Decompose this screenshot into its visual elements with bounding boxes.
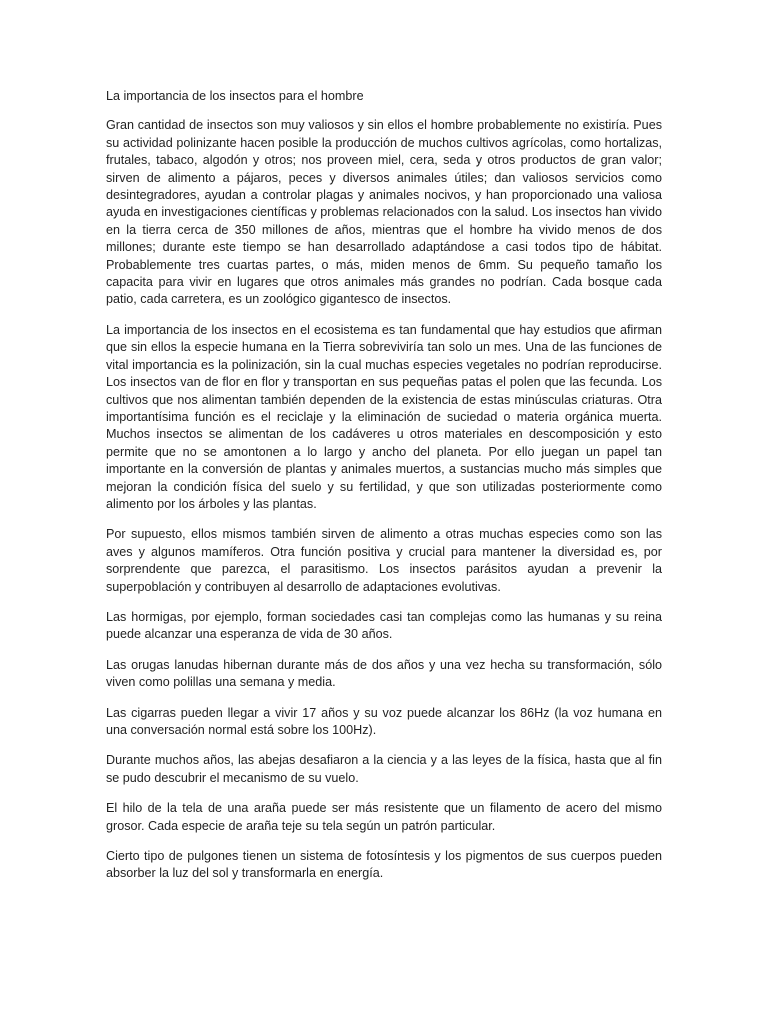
document-page bbox=[106, 88, 662, 896]
paragraph: Por supuesto, ellos mismos también sirven de alimento a otras muchas especies como son las aves y algunos mamíferos. Otra función positiva y crucial para mantener la diversidad es, por sorprendente que parezca, el parasitismo. Los insectos parásitos ayudan a prevenir la superpoblación y contribuyen al desarrollo de adaptaciones evolutivas. bbox=[106, 527, 662, 594]
paragraph: Gran cantidad de insectos son muy valiosos y sin ellos el hombre probablemente no existiría. Pues su actividad polinizante hacen posible la producción de muchos cultivos agrícolas, como hortalizas, frutales, tabaco, algodón y otros; nos proveen miel, cera, seda y otros productos de gran valor; sirven de alimento a pájaros, peces y diversos animales útiles; dan valiosos servicios como desintegradores, ayudan a controlar plagas y animales nocivos, y han proporcionado una valiosa ayuda en investigaciones científicas y problemas relacionados con la salud. Los insectos han vivido en la tierra cerca de 350 millones de años, mientras que el hombre ha vivido menos de dos millones; durante este tiempo se han desarrollado adaptándose a casi todos tipo de hábitat. Probablemente tres cuartas partes, o más, miden menos de 6mm. Su pequeño tamaño los capacita para vivir en lugares que otros animales más grandes no podrían. Cada bosque cada patio, cada carretera, es un zoológico gigantesco de insectos. bbox=[106, 118, 662, 307]
paragraph: Las hormigas, por ejemplo, forman sociedades casi tan complejas como las humanas y su reina puede alcanzar una esperanza de vida de 30 años. bbox=[106, 609, 662, 642]
paragraph: La importancia de los insectos en el ecosistema es tan fundamental que hay estudios que afirman que sin ellos la especie humana en la Tierra sobreviviría tan solo un mes. Una de las funciones de vital importancia es la polinización, sin la cual muchas especies vegetales no podrían reproducirse. Los insectos van de flor en flor y transportan en sus pequeñas patas el polen que las fecunda. Los cultivos que nos alimentan también dependen de la existencia de estas minúsculas criaturas. Otra importantísima función es el reciclaje y la eliminación de suciedad o materia orgánica muerta. Muchos insectos se alimentan de los cadáveres u otros materiales en descomposición y esto permite que no se amontonen a lo largo y ancho del planeta. Por ello juegan un papel tan importante en la conversión de plantas y animales muertos, a sustancias mucho más simples que mejoran la condición física del suelo y su fertilidad, y que son utilizadas posteriormente como alimento por los árboles y las plantas. bbox=[106, 322, 662, 511]
paragraph: Las orugas lanudas hibernan durante más de dos años y una vez hecha su transformación, sólo viven como polillas una semana y media. bbox=[106, 657, 662, 690]
document-title: La importancia de los insectos para el hombre bbox=[106, 89, 364, 103]
paragraph: Cierto tipo de pulgones tienen un sistema de fotosíntesis y los pigmentos de sus cuerpos pueden absorber la luz del sol y transformarla en energía. bbox=[106, 849, 662, 881]
paragraph: El hilo de la tela de una araña puede ser más resistente que un filamento de acero del mismo grosor. Cada especie de araña teje su tela según un patrón particular. bbox=[106, 801, 662, 833]
paragraph: Durante muchos años, las abejas desafiaron a la ciencia y a las leyes de la física, hasta que al fin se pudo descubrir el mecanismo de su vuelo. bbox=[106, 753, 662, 785]
paragraph: Las cigarras pueden llegar a vivir 17 años y su voz puede alcanzar los 86Hz (la voz humana en una conversación normal está sobre los 100Hz). bbox=[106, 705, 662, 737]
